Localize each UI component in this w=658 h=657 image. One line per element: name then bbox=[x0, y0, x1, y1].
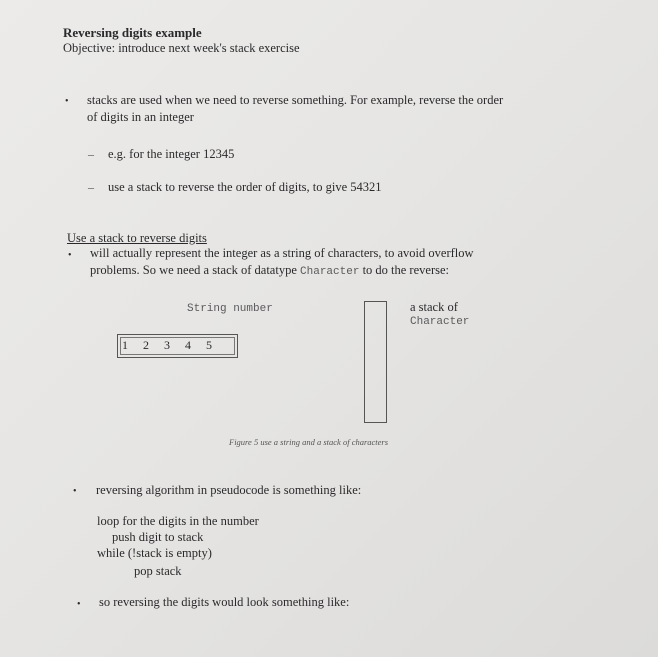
string-number-label: String number bbox=[187, 303, 273, 315]
page-title: Reversing digits example bbox=[63, 25, 202, 40]
bullet-marker: • bbox=[65, 96, 69, 107]
section-line-2-prefix: problems. So we need a stack of datatype bbox=[90, 263, 301, 277]
algorithm-intro: reversing algorithm in pseudocode is something like: bbox=[96, 483, 362, 497]
pseudocode-line-3: while (!stack is empty) bbox=[97, 546, 212, 560]
objective-line: Objective: introduce next week's stack exercise bbox=[63, 41, 300, 55]
section-line-2 bbox=[90, 263, 449, 278]
dash-marker: – bbox=[88, 180, 94, 194]
section-line-2-suffix: to do the reverse: bbox=[359, 263, 449, 277]
dash-marker: – bbox=[88, 147, 94, 161]
section-heading: Use a stack to reverse digits bbox=[67, 231, 207, 245]
pseudocode-line-4: pop stack bbox=[134, 564, 182, 578]
bullet-marker: • bbox=[68, 250, 72, 261]
intro-sub-1: e.g. for the integer 12345 bbox=[108, 147, 235, 161]
stack-label: a stack of bbox=[410, 300, 458, 314]
intro-sub-2: use a stack to reverse the order of digits, to give 54321 bbox=[108, 180, 382, 194]
code-character: Character bbox=[300, 266, 360, 278]
stack-type-label: Character bbox=[410, 316, 470, 328]
pseudocode-line-2: push digit to stack bbox=[112, 530, 204, 544]
bullet-marker: • bbox=[77, 599, 81, 610]
intro-line-2: of digits in an integer bbox=[87, 110, 194, 124]
bullet-marker: • bbox=[73, 486, 77, 497]
string-digits: 1 2 3 4 5 bbox=[122, 338, 218, 352]
stack-diagram bbox=[364, 301, 387, 423]
figure-caption: Figure 5 use a string and a stack of characters bbox=[229, 437, 389, 447]
closing-line: so reversing the digits would look something like: bbox=[99, 595, 350, 609]
pseudocode-line-1: loop for the digits in the number bbox=[97, 514, 259, 528]
section-line-1: will actually represent the integer as a string of characters, to avoid overflow bbox=[90, 246, 474, 260]
intro-line-1: stacks are used when we need to reverse something. For example, reverse the order bbox=[87, 93, 504, 107]
